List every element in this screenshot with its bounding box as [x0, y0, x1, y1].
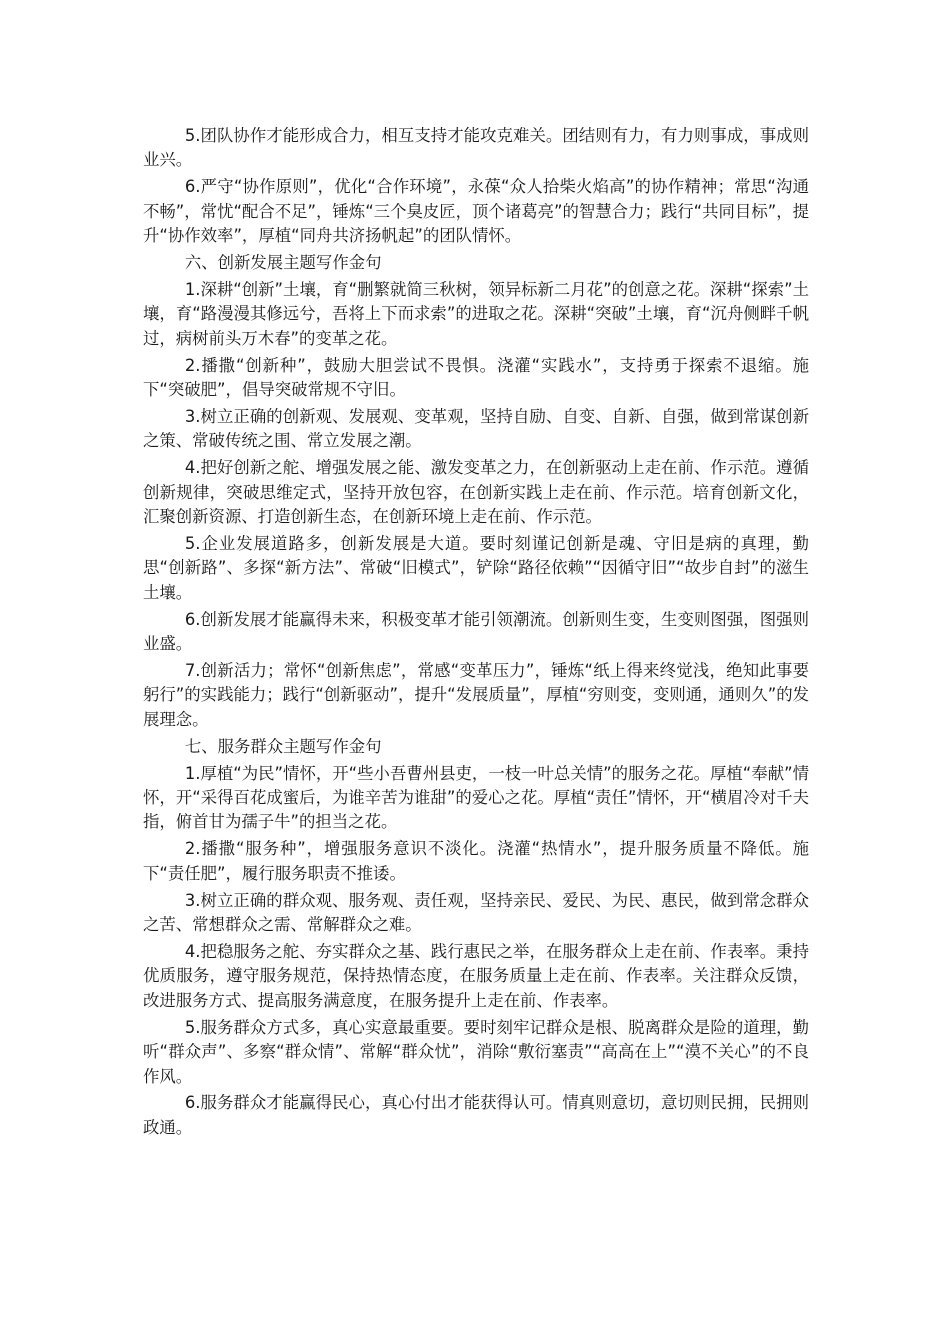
paragraph-innovation-2: 2.播撒“创新种”，鼓励大胆尝试不畏惧。浇灌“实践水”，支持勇于探索不退缩。施下“突破肥”，倡导突破常规不守旧。 — [143, 355, 809, 400]
paragraph-innovation-7: 7.创新活力；常怀“创新焦虑”，常感“变革压力”，锤炼“纸上得来终觉浅，绝知此事要躬行”的实践能力；践行“创新驱动”，提升“发展质量”，厚植“穷则变，变则通，通则久”的发展理念。 — [143, 661, 809, 729]
paragraph-innovation-1: 1.深耕“创新”土壤，育“删繁就简三秋树，领异标新二月花”的创意之花。深耕“探索”土壤，育“路漫漫其修远兮，吾将上下而求索”的进取之花。深耕“突破”土壤，育“沉舟侧畔千帆过，病树前头万木春”的变革之花。 — [143, 279, 809, 348]
section-heading-innovation: 六、创新发展主题写作金句 — [184, 253, 382, 273]
paragraph-service-4: 4.把稳服务之舵、夯实群众之基、践行惠民之举，在服务群众上走在前、作表率。秉持优质服务，遵守服务规范，保持热情态度，在服务质量上走在前、作表率。关注群众反馈，改进服务方式、提高服务满意度，在服务提升上走在前、作表率。 — [143, 942, 809, 1010]
paragraph-innovation-5: 5.企业发展道路多，创新发展是大道。要时刻谨记创新是魂、守旧是病的真理，勤思“创新路”、多探“新方法”、常破“旧模式”，铲除“路径依赖”“因循守旧”“故步自封”的滋生土壤。 — [143, 534, 809, 602]
paragraph-innovation-6: 6.创新发展才能赢得未来，积极变革才能引领潮流。创新则生变，生变则图强，图强则业盛。 — [143, 609, 809, 654]
paragraph-service-1: 1.厚植“为民”情怀，开“些小吾曹州县吏，一枝一叶总关情”的服务之花。厚植“奉献”情怀，开“采得百花成蜜后，为谁辛苦为谁甜”的爱心之花。厚植“责任”情怀，开“横眉冷对千夫指，俯首甘为孺子牛”的担当之花。 — [143, 763, 809, 832]
paragraph-teamwork-5: 5.团队协作才能形成合力，相互支持才能攻克难关。团结则有力，有力则事成，事成则业兴。 — [143, 126, 809, 170]
paragraph-service-2: 2.播撒“服务种”，增强服务意识不淡化。浇灌“热情水”，提升服务质量不降低。施下“责任肥”，履行服务职责不推诿。 — [143, 839, 809, 883]
paragraph-service-6: 6.服务群众才能赢得民心，真心付出才能获得认可。情真则意切，意切则民拥，民拥则政通。 — [143, 1093, 809, 1137]
section-heading-service: 七、服务群众主题写作金句 — [184, 736, 382, 756]
paragraph-service-5: 5.服务群众方式多，真心实意最重要。要时刻牢记群众是根、脱离群众是险的道理，勤听“群众声”、多察“群众情”、常解“群众忧”，消除“敷衍塞责”“高高在上”“漠不关心”的不良作风。 — [143, 1017, 809, 1086]
paragraph-teamwork-6: 6.严守“协作原则”，优化“合作环境”，永葆“众人拾柴火焰高”的协作精神；常思“沟通不畅”，常忧“配合不足”，锤炼“三个臭皮匠，顶个诸葛亮”的智慧合力；践行“共同目标”，提升“协作效率”，厚植“同舟共济扬帆起”的团队情怀。 — [143, 177, 809, 246]
paragraph-innovation-4: 4.把好创新之舵、增强发展之能、激发变革之力，在创新驱动上走在前、作示范。遵循创新规律，突破思维定式，坚持开放包容，在创新实践上走在前、作示范。培育创新文化，汇聚创新资源、打造创新生态，在创新环境上走在前、作示范。 — [143, 458, 809, 527]
document-body — [143, 124, 809, 1143]
paragraph-innovation-3: 3.树立正确的创新观、发展观、变革观，坚持自励、自变、自新、自强，做到常谋创新之策、常破传统之围、常立发展之潮。 — [143, 406, 809, 451]
paragraph-service-3: 3.树立正确的群众观、服务观、责任观，坚持亲民、爱民、为民、惠民，做到常念群众之苦、常想群众之需、常解群众之难。 — [143, 890, 809, 935]
